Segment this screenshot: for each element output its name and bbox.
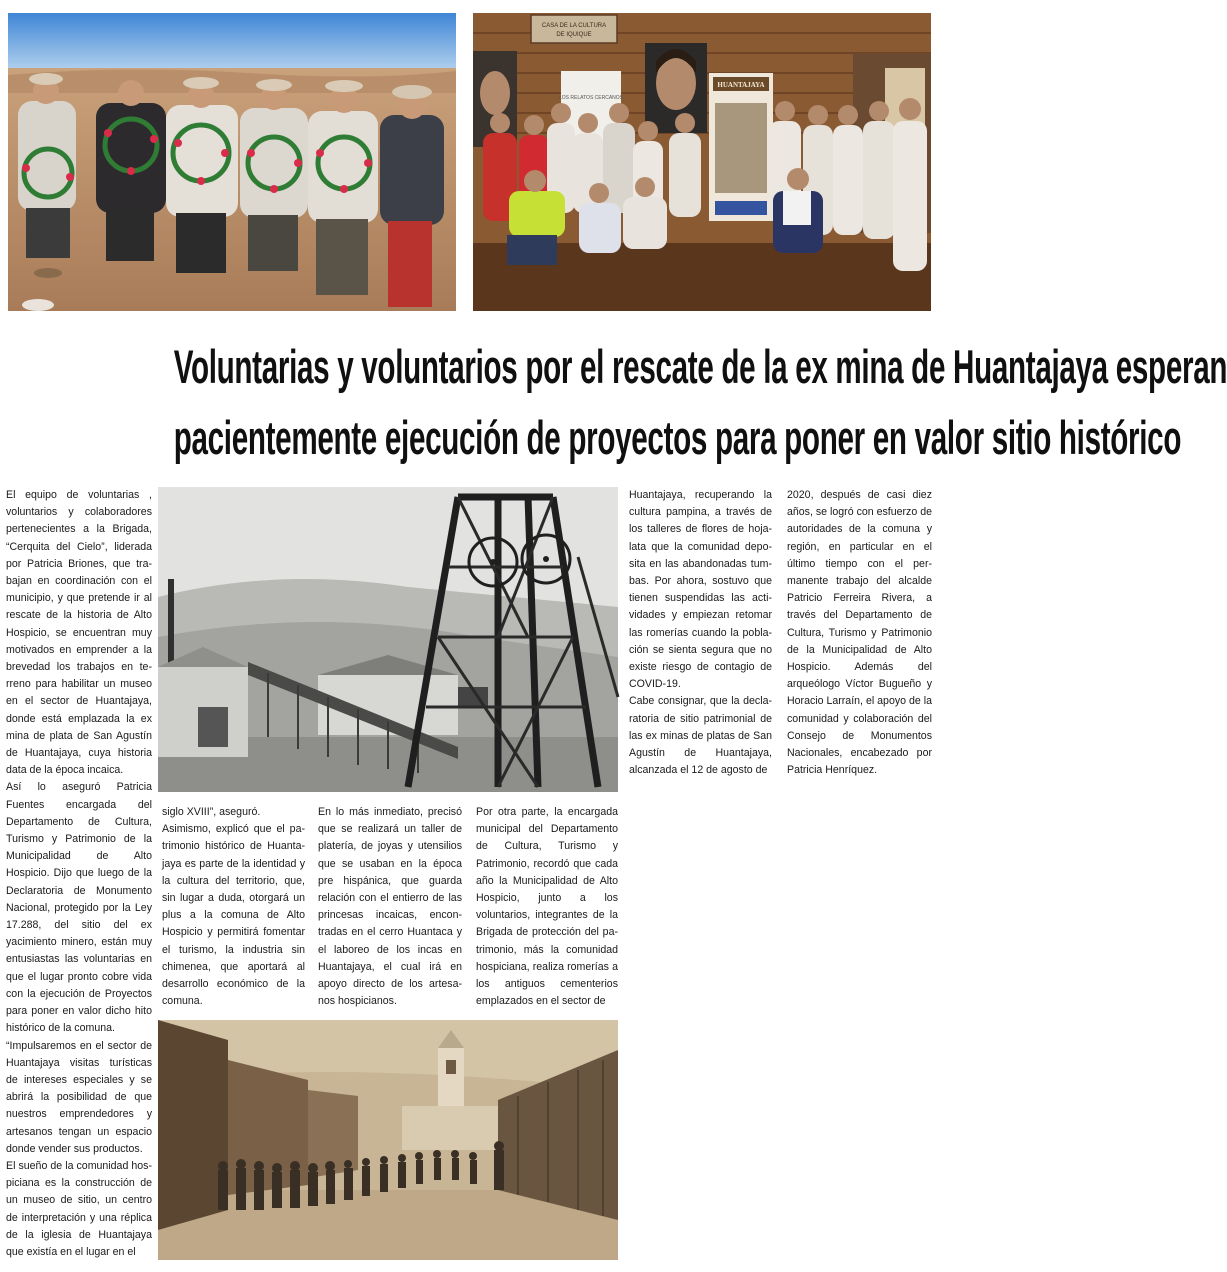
article-column-5 bbox=[629, 487, 772, 779]
photo-group-cultural-house-image bbox=[473, 13, 931, 311]
paragraph: En lo más inmediato, precisó que se realizará un taller de platería, de joyas y utensilios que se usaban en la época pre hispánica, que guarda relación con el entierro de las princesas incaicas, encontradas en el cerro Huantaca y el laboreo de los incas en Huantajaya, el cual irá en apoyo directo de los artesanos hospicianos. bbox=[318, 806, 462, 1008]
photo-group-cultural-house bbox=[473, 13, 931, 311]
paragraph: “Impulsaremos en el sector de Huantajaya visitas turísticas de intereses especiales y se abrirá la posibilidad de que nuestros emprendedores y artesanos tengan un espacio donde vender sus productos. bbox=[6, 1039, 152, 1155]
photo-historic-mine-headframe-image bbox=[158, 487, 618, 792]
photo-historic-street-church bbox=[158, 1020, 618, 1260]
photo-historic-mine-headframe bbox=[158, 487, 618, 792]
wall-sign-text-top: CASA DE LA CULTURA bbox=[541, 23, 607, 29]
paragraph: 2020, después de casi diez años, se logró con esfuerzo de autoridades de la comuna y región, en particular en el último tiempo con el permanente trabajo del alcalde Patricio Ferreira Rivera, a través del Departamento de Cultura, Turismo y Patrimonio de la Municipalidad de Alto Hospicio. Además del arqueólogo Víctor Bugueño y Horacio Larraín, el apoyo de la comunidad y colaboración del Consejo de Monumentos Nacionales, encabezado por Patricia Henríquez. bbox=[787, 489, 932, 777]
banner-title: HUANTAJAYA bbox=[717, 81, 765, 89]
photo-volunteers-desert bbox=[8, 13, 456, 311]
paragraph: Así lo aseguró Patricia Fuentes encargada del Departamento de Cultura, Turismo y Patrimonio de la Municipalidad de Alto Hospicio. Dijo que luego de la Declaratoria de Monumento Nacional, protegido por la Ley 17.288, del sitio del ex yacimiento minero, están muy entusiastas las voluntarias en que el lugar pronto cobre vida con la ejecución de Proyectos para poner en valor dicho hito histórico de la comuna. bbox=[6, 781, 152, 1035]
article-column-6 bbox=[787, 487, 932, 779]
poster-text: LOS RELATOS CERCANOS bbox=[559, 95, 623, 101]
paragraph: Huantajaya, recuperando la cultura pampina, a través de los talleres de flores de hojalata que la comunidad deposita en las abandonadas tumbas. Por ahora, sostuvo que tienen suspendidas las actividades y empiezan retomar las romerías cuando la población se sienta segura que no existe riesgo de contagio de COVID-19. bbox=[629, 489, 772, 691]
paragraph: El sueño de la comunidad hospiciana es la construcción de un museo de sitio, un centro de interpretación y una réplica de la iglesia de Huantajaya que existía en el lugar en el bbox=[6, 1159, 152, 1258]
article-column-3 bbox=[318, 804, 462, 1010]
paragraph: Asimismo, explicó que el patrimonio histórico de Huantajaya es parte de la identidad y la cultura del territorio, que, sin lugar a duda, otorgará un plus a la comuna de Alto Hospicio y permitirá fomentar el turismo, la industria sin chimenea, que aportará al desarrollo económico de la comuna. bbox=[162, 823, 305, 1008]
paragraph: Cabe consignar, que la declaratoria de sitio patrimonial de las ex minas de platas de San Agustín de Huantajaya, alcanzada el 12 de agosto de bbox=[629, 695, 772, 777]
wall-sign bbox=[531, 15, 617, 43]
wall-sign-text-bottom: DE IQUIQUE bbox=[556, 32, 592, 38]
paragraph: Por otra parte, la encargada municipal del Departamento de Cultura, Turismo y Patrimonio, recordó que cada año la Municipalidad de Alto Hospicio, junto a los voluntarios, integrantes de la Brigada de protección del patrimonio, más la comunidad hospiciana, realiza romerías a los antiguos cementerios emplazados en el sector de bbox=[476, 806, 618, 1008]
paragraph: siglo XVIII”, aseguró. bbox=[162, 806, 261, 818]
paragraph: El equipo de voluntarias , voluntarios y colaboradores pertenecientes a la Brigada, “Cerquita del Cielo”, liderada por Patricia Briones, que trabajan en coordinación con el municipio, y que pretende ir al rescate de la historia de Alto Hospicio, se encuentran muy motivados en emprender a la brevedad los trabajos en terreno para habilitar un museo en el sector de Huantajaya, donde está emplazada la ex mina de plata de San Agustín de Huantajaya, cuya historia data de la época incaica. bbox=[6, 489, 152, 777]
article-column-2 bbox=[162, 804, 305, 1010]
headline-line-1: Voluntarias y voluntarios por el rescate de la ex mina de Huantajaya esperan bbox=[173, 340, 1227, 393]
photo-historic-street-church-image bbox=[158, 1020, 618, 1260]
article-column-4 bbox=[476, 804, 618, 1010]
headline-line-2: pacientemente ejecución de proyectos para poner en valor sitio histórico bbox=[173, 411, 1182, 464]
photo-volunteers-desert-image bbox=[8, 13, 456, 311]
article-column-1 bbox=[6, 487, 152, 1261]
